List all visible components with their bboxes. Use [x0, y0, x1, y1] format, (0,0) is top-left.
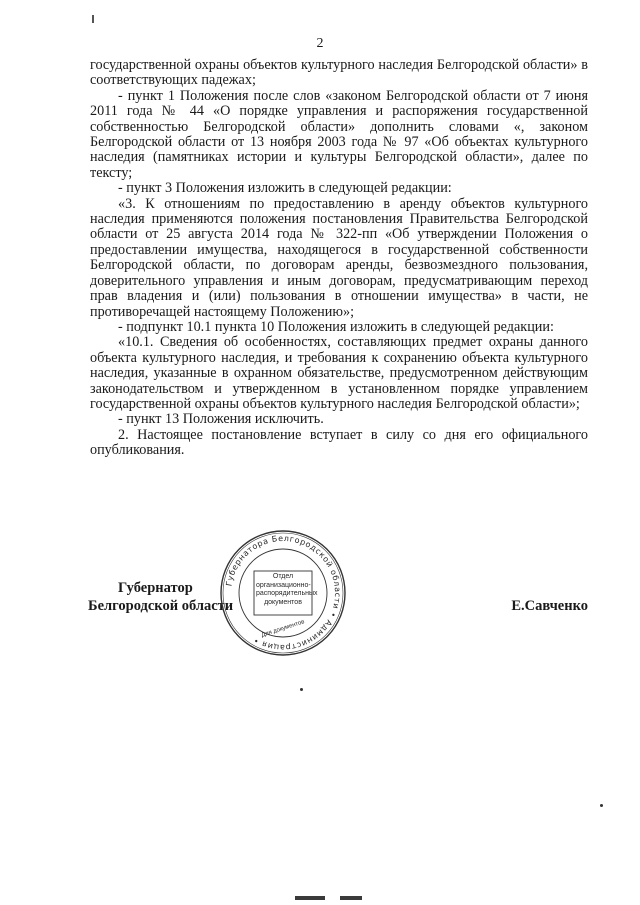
paragraph: «3. К отношениям по предоставлению в аренду объектов культурного наследия применяются положения постановления Правительства Белгородской области от 25 августа 2014 года № 322-пп «Об утверждении Положения о предоставлении имущества, находящегося в государственной собственности Белгородской области, по договорам аренды, безвозмездного пользования, доверительного управления и иным договорам, предусматривающим переход прав владения и (или) пользования в отношении имущества» в части, не противоречащей настоящему Положению»; [90, 195, 588, 320]
document-body [90, 58, 588, 459]
signatory-name: Е.Савченко [511, 598, 588, 614]
scan-edge-mark [340, 896, 362, 900]
stamp-line: организационно- [256, 581, 311, 589]
paragraph: «10.1. Сведения об особенностях, составляющих предмет охраны данного объекта культурного наследия, и требования к сохранению объекта культурного наследия, указанные в охранном обязательстве, предусмотренном действующим законодательством и утвержденном в установленном порядке управлением государственной охраны объектов культурного наследия Белгородской области»; [90, 334, 588, 412]
signatory-title: Губернатор [118, 580, 193, 596]
scan-mark [92, 15, 94, 23]
stamp-line: распорядительных [256, 590, 318, 597]
paragraph: - подпункт 10.1 пункта 10 Положения изложить в следующей редакции: [118, 318, 554, 335]
paragraph: 2. Настоящее постановление вступает в силу со дня его официального опубликования. [90, 426, 588, 459]
stamp-line: Отдел [272, 573, 294, 580]
stamp-line: документов [264, 598, 302, 606]
stamp-center-text [256, 573, 318, 607]
page-number: 2 [316, 36, 324, 51]
svg-text:Губернатора Белгородской облас: Губернатора Белгородской области • Администрация • [224, 533, 343, 653]
official-stamp [218, 528, 348, 658]
paragraph: - пункт 1 Положения после слов «законом Белгородской области от 7 июня 2011 года № 44 «О порядке управления и распоряжения государственной собственностью Белгородской области» дополнить словами «, законом Белгородской области от 13 ноября 2003 года № 97 «Об объектах культурного наследия (памятниках истории и культуры Белгородской области», далее по тексту; [90, 87, 588, 181]
paragraph: - пункт 13 Положения исключить. [118, 411, 324, 428]
scan-edge-mark [295, 896, 325, 900]
stamp-bottom-text: Для документов [260, 619, 306, 639]
scan-dot [600, 804, 603, 807]
signatory-region: Белгородской области [88, 598, 234, 614]
paragraph: государственной охраны объектов культурного наследия Белгородской области» в соответствующих падежах; [90, 57, 588, 89]
scan-dot [300, 688, 303, 691]
paragraph: - пункт 3 Положения изложить в следующей редакции: [118, 180, 452, 197]
